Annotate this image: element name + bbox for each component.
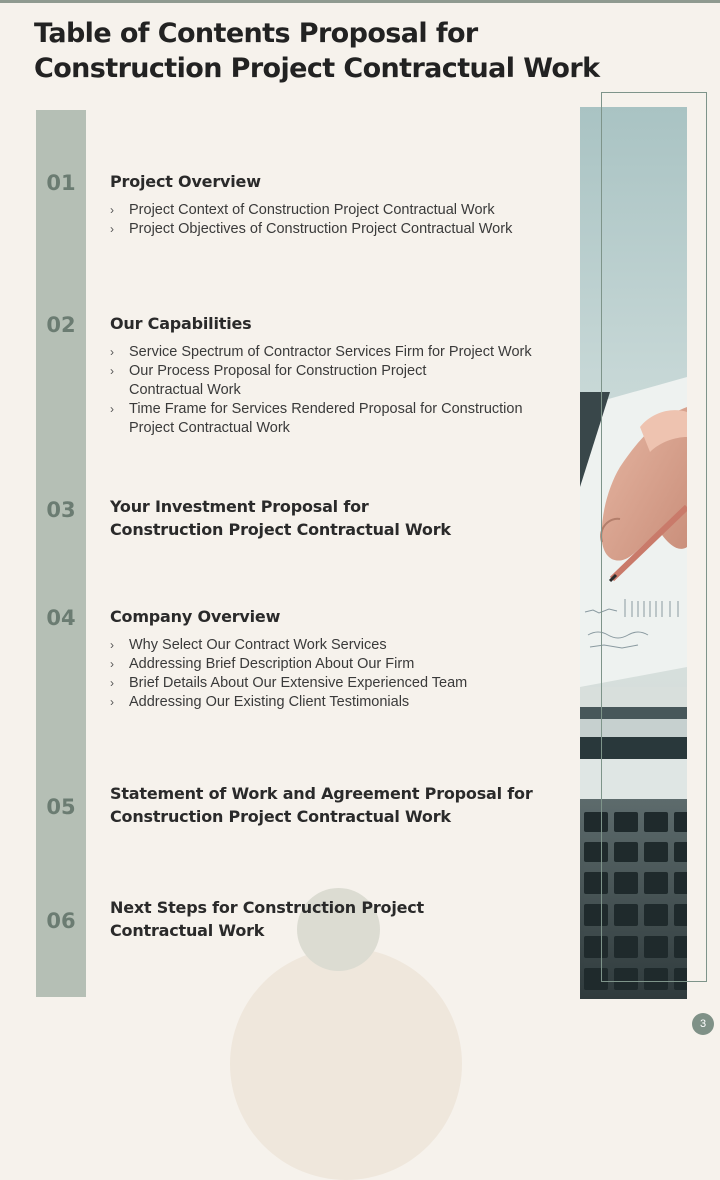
list-item[interactable]: › Project Objectives of Construction Project Contractual Work: [110, 221, 513, 237]
section-number: 01: [46, 171, 76, 195]
section-items: [110, 343, 550, 438]
list-item[interactable]: › Service Spectrum of Contractor Services Firm for Project Work: [110, 344, 532, 360]
section-number: 05: [46, 795, 76, 819]
section-title[interactable]: Our Capabilities: [110, 314, 252, 333]
section-title[interactable]: Company Overview: [110, 607, 281, 626]
chevron-right-icon: ›: [110, 695, 114, 709]
chevron-right-icon: ›: [110, 638, 114, 652]
toc-section-our-capabilities: [110, 312, 580, 438]
list-item[interactable]: › Project Context of Construction Project Contractual Work: [110, 202, 495, 218]
section-title[interactable]: Project Overview: [110, 172, 261, 191]
section-title[interactable]: Statement of Work and Agreement Proposal for Construction Project Contractual Work: [110, 784, 533, 826]
section-number: 02: [46, 313, 76, 337]
toc-section-company-overview: [110, 605, 580, 712]
chevron-right-icon: ›: [110, 345, 114, 359]
section-items: [110, 201, 580, 239]
list-item[interactable]: › Addressing Our Existing Client Testimonials: [110, 694, 410, 710]
list-item[interactable]: › Our Process Proposal for Construction Project Contractual Work: [110, 363, 427, 398]
chevron-right-icon: ›: [110, 222, 114, 236]
sidebar-band: [36, 110, 86, 997]
chevron-right-icon: ›: [110, 203, 114, 217]
decorative-circle-large: [230, 948, 462, 1180]
photo-frame: [601, 92, 707, 982]
section-items: [110, 636, 580, 712]
toc-section-project-overview: [110, 170, 580, 239]
section-number: 06: [46, 909, 76, 933]
list-item[interactable]: › Time Frame for Services Rendered Proposal for Construction Project Contractual Work: [110, 401, 523, 436]
section-number: 03: [46, 498, 76, 522]
chevron-right-icon: ›: [110, 657, 114, 671]
list-item[interactable]: › Addressing Brief Description About Our Firm: [110, 656, 415, 672]
section-number: 04: [46, 606, 76, 630]
chevron-right-icon: ›: [110, 676, 114, 690]
toc-section-statement-of-work: [110, 782, 550, 828]
page-title: Table of Contents Proposal for Construction Project Contractual Work: [34, 18, 600, 84]
section-title[interactable]: Next Steps for Construction Project Contractual Work: [110, 898, 424, 940]
page-number-badge: 3: [692, 1013, 714, 1035]
toc-section-your-investment: [110, 495, 470, 541]
top-rule: [0, 0, 720, 3]
chevron-right-icon: ›: [110, 364, 114, 378]
chevron-right-icon: ›: [110, 402, 114, 416]
section-title[interactable]: Your Investment Proposal for Construction Project Contractual Work: [110, 497, 451, 539]
list-item[interactable]: › Brief Details About Our Extensive Experienced Team: [110, 675, 468, 691]
list-item[interactable]: › Why Select Our Contract Work Services: [110, 637, 387, 653]
toc-section-next-steps: [110, 896, 440, 942]
